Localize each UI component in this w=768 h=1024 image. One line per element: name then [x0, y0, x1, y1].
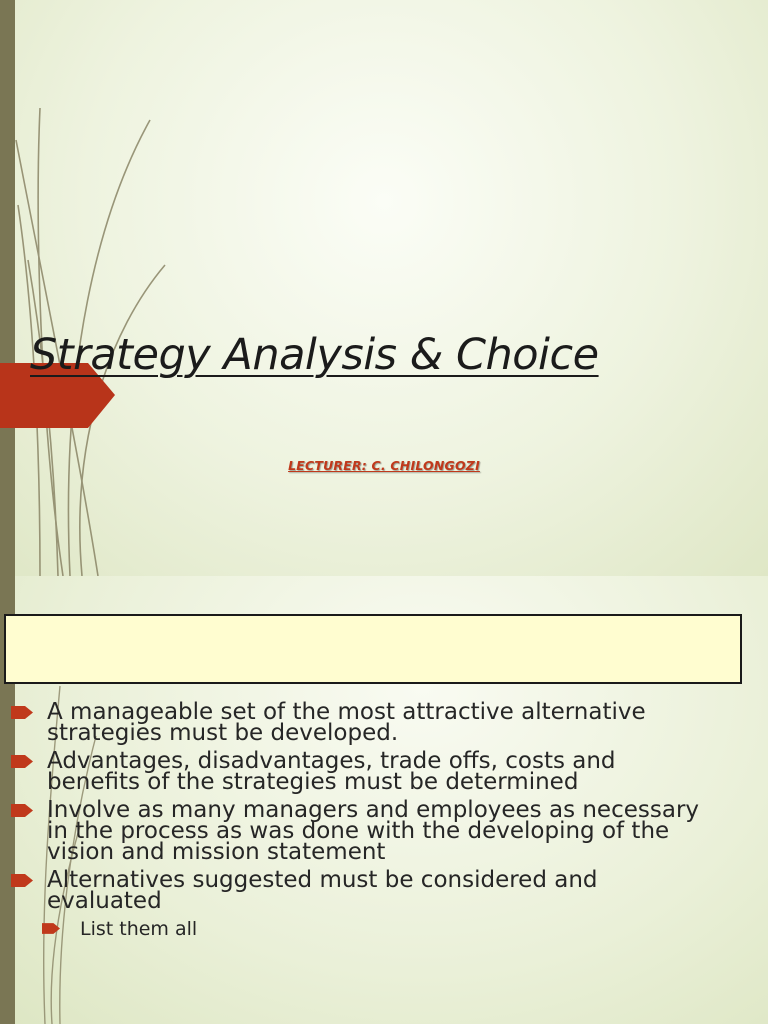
- slide-title-box: [4, 614, 742, 684]
- red-arrow-bullet-icon: [42, 923, 60, 934]
- red-arrow-bullet-icon: [11, 755, 33, 768]
- bullet-item: [0, 867, 707, 914]
- sub-bullet-item: [0, 919, 768, 940]
- lecturer-subtitle: LECTURER: C. CHILONGOZI: [288, 458, 480, 473]
- content-slide: [0, 576, 768, 1024]
- red-arrow-bullet-icon: [11, 706, 33, 719]
- red-arrow-bullet-icon: [11, 804, 33, 817]
- bullet-item: [0, 797, 707, 865]
- bullet-item: [0, 748, 707, 795]
- red-arrow-bullet-icon: [11, 874, 33, 887]
- bullet-text: A manageable set of the most attractive alternative strategies must be developed.: [47, 699, 646, 746]
- bullet-text: Involve as many managers and employees as necessary in the process as was done with the developing of the vision and mission statement: [47, 797, 700, 865]
- bullet-text: Alternatives suggested must be considered and evaluated: [47, 867, 598, 914]
- slide-title: Strategy Analysis & Choice: [30, 330, 599, 380]
- bullet-item: [0, 699, 707, 746]
- sub-bullet-text: List them all: [80, 918, 198, 940]
- grass-stems-decoration: [0, 0, 200, 576]
- bullet-text: Advantages, disadvantages, trade offs, costs and benefits of the strategies must be determined: [47, 748, 616, 795]
- bullet-list: [0, 699, 768, 940]
